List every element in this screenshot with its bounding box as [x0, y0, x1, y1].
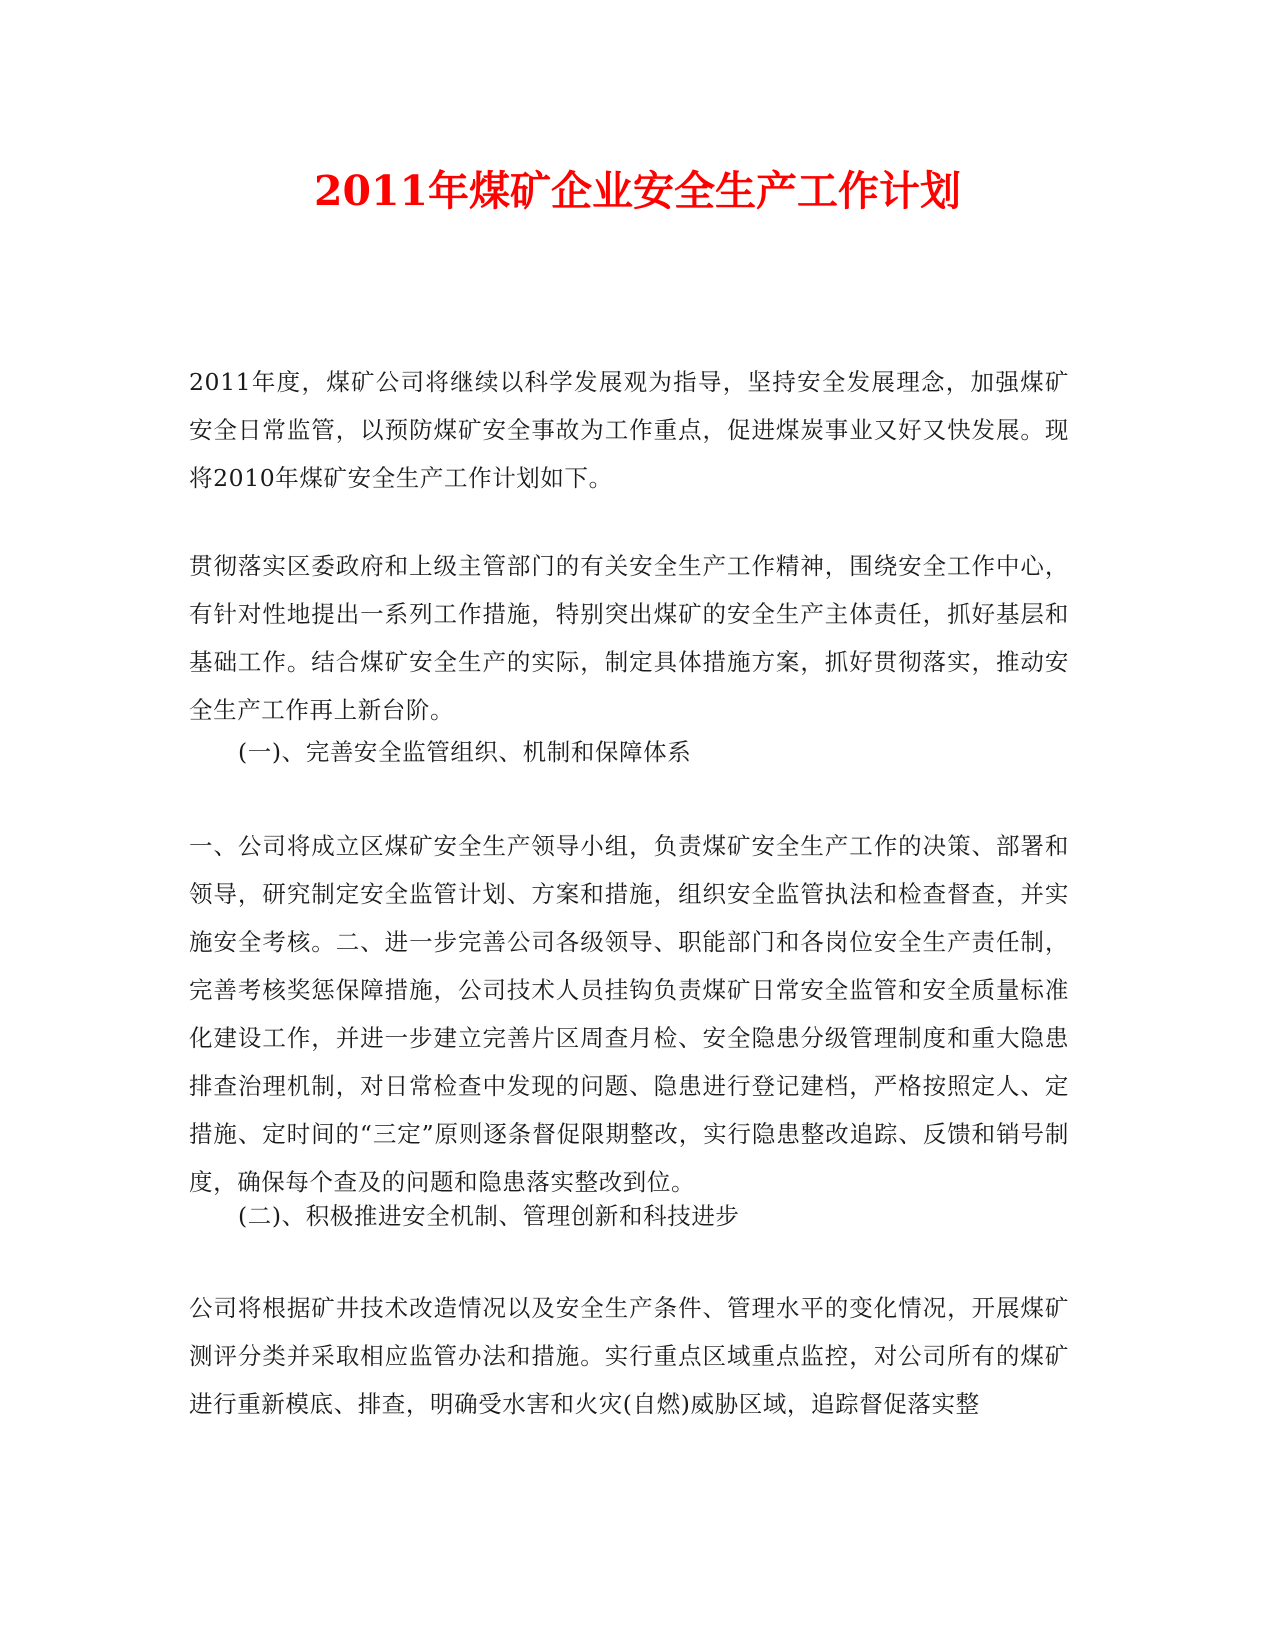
paragraph-intro: 2011年度，煤矿公司将继续以科学发展观为指导，坚持安全发展理念，加强煤矿安全日常监管，以预防煤矿安全事故为工作重点，促进煤炭事业又好又快发展。现将2010年煤矿安全生产工作计划如下。	[189, 368, 1069, 492]
document-title: 2011年煤矿企业安全生产工作计划	[313, 167, 962, 215]
paragraph-guideline: 贯彻落实区委政府和上级主管部门的有关安全生产工作精神，围绕安全工作中心，有针对性地提出一系列工作措施，特别突出煤矿的安全生产主体责任，抓好基层和基础工作。结合煤矿安全生产的实际，制定具体措施方案，抓好贯彻落实，推动安全生产工作再上新台阶。	[189, 552, 1069, 724]
paragraph-section-1-body: 一、公司将成立区煤矿安全生产领导小组，负责煤矿安全生产工作的决策、部署和领导，研究制定安全监管计划、方案和措施，组织安全监管执法和检查督查，并实施安全考核。二、进一步完善公司各级领导、职能部门和各岗位安全生产责任制，完善考核奖惩保障措施，公司技术人员挂钩负责煤矿日常安全监管和安全质量标准化建设工作，并进一步建立完善片区周查月检、安全隐患分级管理制度和重大隐患排查治理机制，对日常检查中发现的问题、隐患进行登记建档，严格按照定人、定措施、定时间的“三定”原则逐条督促限期整改，实行隐患整改追踪、反馈和销号制度，确保每个查及的问题和隐患落实整改到位。	[189, 832, 1069, 1196]
paragraph-section-2-body: 公司将根据矿井技术改造情况以及安全生产条件、管理水平的变化情况，开展煤矿测评分类并采取相应监管办法和措施。实行重点区域重点监控，对公司所有的煤矿进行重新模底、排查，明确受水害和火灾(自燃)威胁区域，追踪督促落实整	[189, 1294, 1069, 1418]
section-heading-1: (一)、完善安全监管组织、机制和保障体系	[238, 738, 692, 766]
section-heading-2: (二)、积极推进安全机制、管理创新和科技进步	[238, 1202, 740, 1230]
